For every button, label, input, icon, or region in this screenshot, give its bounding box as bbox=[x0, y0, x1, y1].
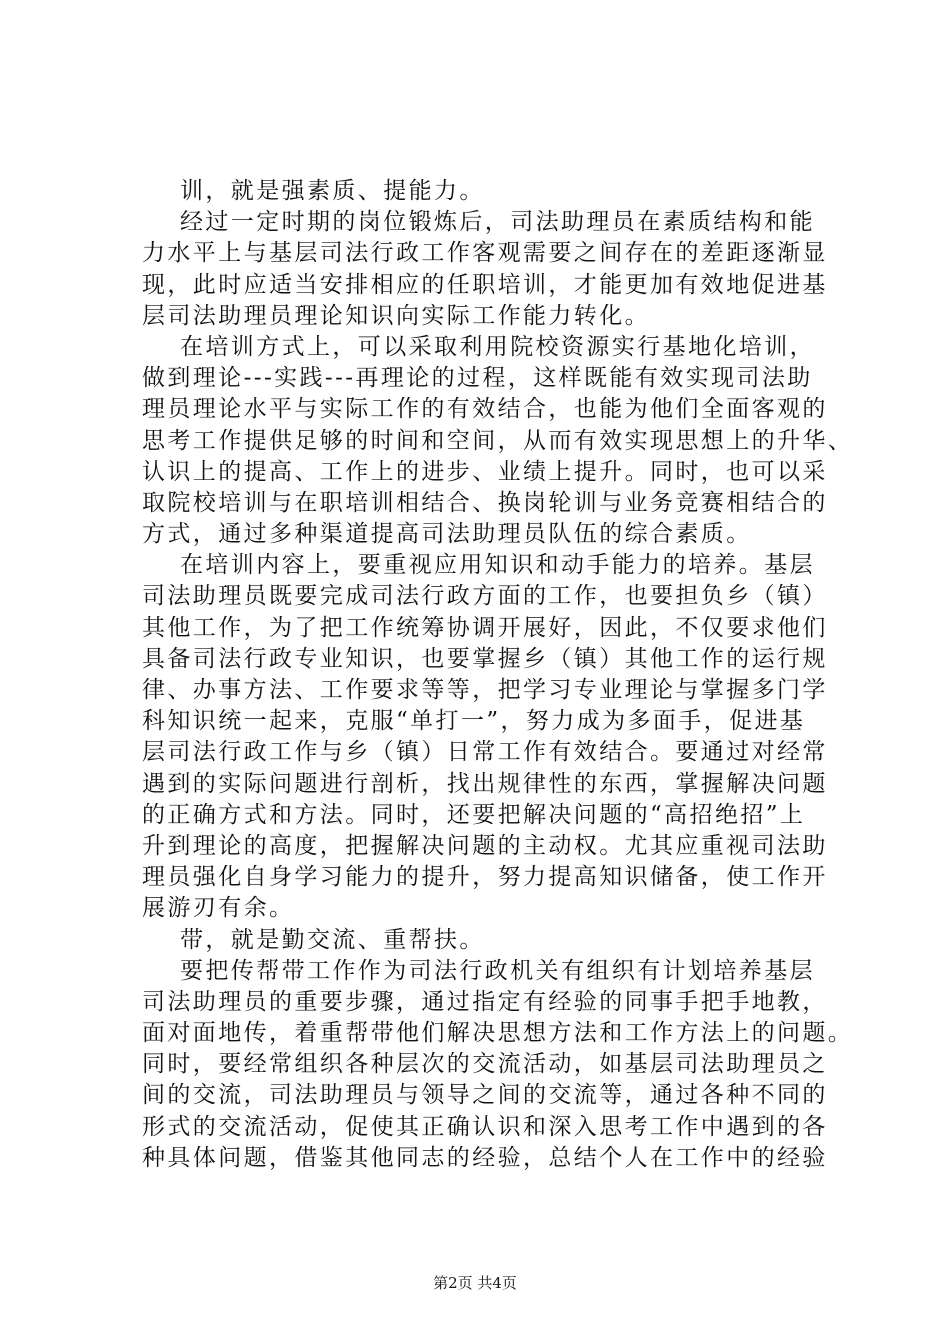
text-line: 间的交流，司法助理员与领导之间的交流等，通过各种不同的 bbox=[142, 1082, 828, 1109]
text-line: 面对面地传，着重帮带他们解决思想方法和工作方法上的问题。 bbox=[142, 1020, 854, 1047]
text-line: 展游刃有余。 bbox=[142, 895, 295, 922]
text-line: 种具体问题，借鉴其他同志的经验，总结个人在工作中的经验 bbox=[142, 1144, 828, 1171]
text-line: 做到理论---实践---再理论的过程，这样既能有效实现司法助 bbox=[142, 365, 813, 392]
text-line: 方式，通过多种渠道提高司法助理员队伍的综合素质。 bbox=[142, 521, 752, 548]
text-line: 带，就是勤交流、重帮扶。 bbox=[180, 926, 485, 953]
page-number: 第2页 共4页 bbox=[433, 1274, 517, 1292]
text-line: 形式的交流活动，促使其正确认识和深入思考工作中遇到的各 bbox=[142, 1113, 828, 1140]
text-line: 层司法行政工作与乡（镇）日常工作有效结合。要通过对经常 bbox=[142, 739, 828, 766]
text-line: 其他工作，为了把工作统筹协调开展好，因此，不仅要求他们 bbox=[142, 614, 828, 641]
document-body bbox=[142, 176, 862, 1174]
text-line: 层司法助理员理论知识向实际工作能力转化。 bbox=[142, 302, 650, 329]
text-line: 经过一定时期的岗位锻炼后，司法助理员在素质结构和能 bbox=[180, 209, 815, 236]
text-line: 现，此时应适当安排相应的任职培训，才能更加有效地促进基 bbox=[142, 271, 828, 298]
text-line: 力水平上与基层司法行政工作客观需要之间存在的差距逐渐显 bbox=[142, 240, 828, 267]
text-line: 科知识统一起来，克服“单打一”，努力成为多面手，促进基 bbox=[142, 708, 806, 735]
text-line: 取院校培训与在职培训相结合、换岗轮训与业务竞赛相结合的 bbox=[142, 489, 828, 516]
text-line: 在培训内容上，要重视应用知识和动手能力的培养。基层 bbox=[180, 552, 815, 579]
text-line: 具备司法行政专业知识，也要掌握乡（镇）其他工作的运行规 bbox=[142, 645, 828, 672]
text-line: 理员理论水平与实际工作的有效结合，也能为他们全面客观的 bbox=[142, 396, 828, 423]
text-line: 同时，要经常组织各种层次的交流活动，如基层司法助理员之 bbox=[142, 1051, 828, 1078]
text-line: 思考工作提供足够的时间和空间，从而有效实现思想上的升华、 bbox=[142, 427, 854, 454]
text-line: 要把传帮带工作作为司法行政机关有组织有计划培养基层 bbox=[180, 957, 815, 984]
text-line: 遇到的实际问题进行剖析，找出规律性的东西，掌握解决问题 bbox=[142, 770, 828, 797]
text-line: 理员强化自身学习能力的提升，努力提高知识储备，使工作开 bbox=[142, 864, 828, 891]
text-line: 认识上的提高、工作上的进步、业绩上提升。同时，也可以采 bbox=[142, 458, 828, 485]
text-line: 司法助理员既要完成司法行政方面的工作，也要担负乡（镇） bbox=[142, 583, 828, 610]
text-line: 训，就是强素质、提能力。 bbox=[180, 178, 485, 204]
text-line: 的正确方式和方法。同时，还要把解决问题的“高招绝招”上 bbox=[142, 801, 806, 828]
text-line: 司法助理员的重要步骤，通过指定有经验的同事手把手地教， bbox=[142, 988, 828, 1015]
text-line: 在培训方式上，可以采取利用院校资源实行基地化培训， bbox=[180, 333, 815, 360]
page-footer bbox=[0, 1273, 950, 1293]
text-line: 律、办事方法、工作要求等等，把学习专业理论与掌握多门学 bbox=[142, 677, 828, 703]
text-line: 升到理论的高度，把握解决问题的主动权。尤其应重视司法助 bbox=[142, 832, 828, 859]
